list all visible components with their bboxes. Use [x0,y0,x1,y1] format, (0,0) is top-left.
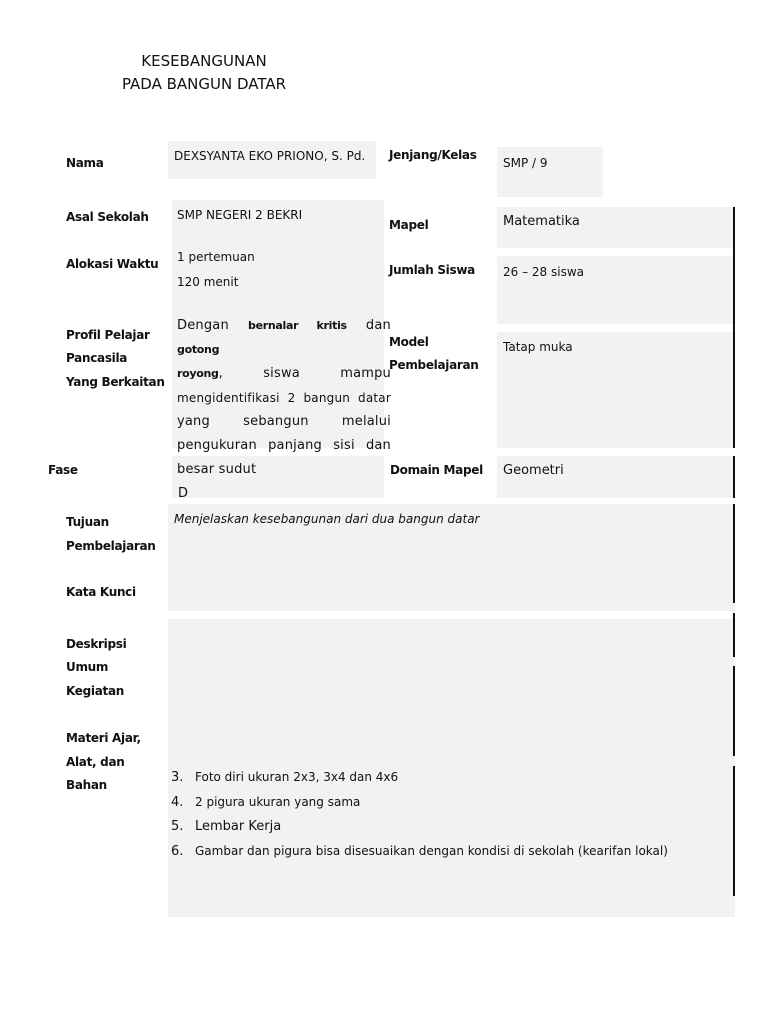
list-item-number: 3. [171,770,184,785]
list-item-text: Gambar dan pigura bisa disesuaikan dengan kondisi di sekolah (kearifan lokal) [195,843,668,858]
value-nama: DEXSYANTA EKO PRIONO, S. Pd. [174,149,366,163]
value-domain-mapel: Geometri [503,463,564,478]
profil-word: siswa [263,366,300,381]
profil-word: Dengan [177,318,229,333]
list-item-text: 2 pigura ukuran yang sama [195,794,361,809]
value-alokasi-line1: 1 pertemuan [177,250,255,264]
right-border-line [733,766,735,896]
list-item-text: Lembar Kerja [195,819,282,834]
label-domain-mapel: Domain Mapel [390,463,483,477]
profil-word: dan [365,318,391,333]
label-mapel: Mapel [389,218,429,232]
label-tujuan-line1: Tujuan [66,515,109,529]
value-profil-pelajar [177,314,391,477]
materi-list [171,764,668,862]
label-materi-line3: Bahan [66,778,107,792]
label-model-line1: Model [389,335,429,349]
value-model: Tatap muka [503,340,573,354]
value-tujuan: Menjelaskan kesebangunan dari dua bangun datar [174,512,480,526]
label-model-line2: Pembelajaran [389,358,479,372]
list-item-text: Foto diri ukuran 2x3, 3x4 dan 4x6 [195,770,399,784]
value-asal-sekolah: SMP NEGERI 2 BEKRI [177,208,303,222]
label-jenjang-kelas: Jenjang/Kelas [389,148,477,162]
profil-line6: besar sudut [177,462,257,477]
label-alokasi-waktu: Alokasi Waktu [66,257,159,271]
value-jenjang-kelas: SMP / 9 [503,156,548,170]
label-profil-line3: Yang Berkaitan [66,375,165,389]
label-materi-line2: Alat, dan [66,755,125,769]
value-mapel: Matematika [503,214,580,229]
label-asal-sekolah: Asal Sekolah [66,210,149,224]
label-deskripsi-line3: Kegiatan [66,684,125,698]
document-title-line1: KESEBANGUNAN [141,52,267,70]
label-jumlah-siswa: Jumlah Siswa [389,263,475,277]
list-item [171,764,668,789]
label-deskripsi-line1: Deskripsi [66,637,127,651]
profil-royong: royong [177,367,219,380]
list-item [171,838,668,863]
label-materi-line1: Materi Ajar, [66,731,141,745]
right-border-line [733,613,735,657]
label-tujuan-line2: Pembelajaran [66,539,156,553]
label-kata-kunci: Kata Kunci [66,585,136,599]
value-jumlah-siswa: 26 – 28 siswa [503,265,584,279]
profil-line4: yang sebangun melalui [177,414,391,429]
value-alokasi-line2: 120 menit [177,275,239,289]
value-fase: D [178,486,189,501]
label-fase: Fase [48,463,78,477]
right-border-line [733,504,735,603]
right-border-line [733,666,735,756]
label-profil-line1: Profil Pelajar [66,328,150,342]
profil-word: mampu [340,366,391,381]
label-nama: Nama [66,156,104,170]
list-item-number: 6. [171,843,184,859]
list-item-number: 5. [171,819,184,834]
label-deskripsi-line2: Umum [66,660,109,674]
label-profil-line2: Pancasila [66,351,128,365]
profil-comma: , [218,366,223,381]
profil-bernalar-kritis: bernalar kritis [248,319,347,332]
profil-line3: mengidentifikasi 2 bangun datar [177,391,391,405]
list-item-number: 4. [171,794,184,810]
right-border-line [733,207,735,448]
profil-gotong: gotong [177,343,220,356]
document-title-line2: PADA BANGUN DATAR [121,75,287,93]
list-item [171,789,668,814]
right-border-line [733,456,735,498]
profil-line5: pengukuran panjang sisi dan [177,438,391,453]
list-item [171,813,668,838]
